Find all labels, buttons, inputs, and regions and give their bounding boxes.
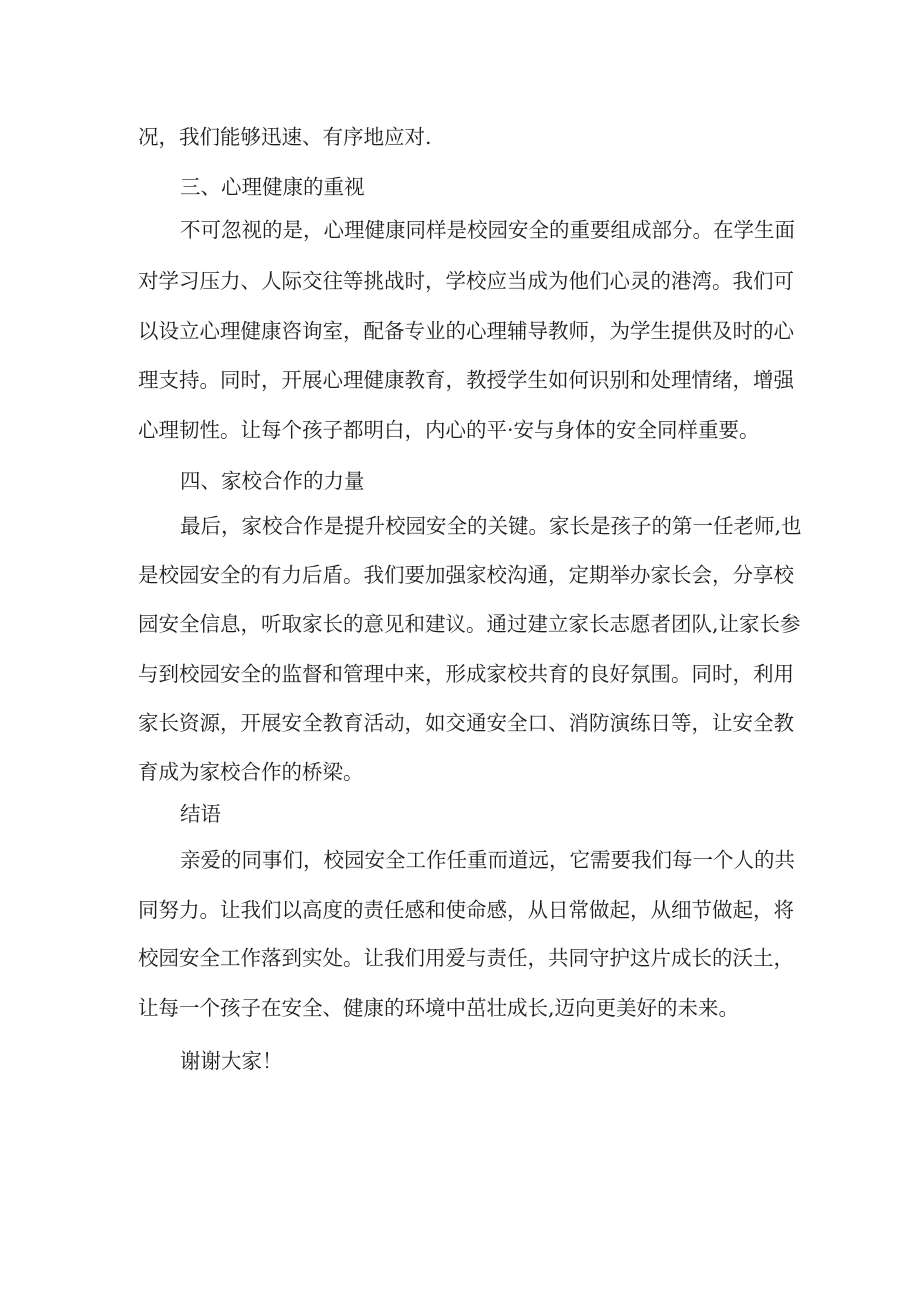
paragraph-line: 是校园安全的有力后盾。我们要加强家校沟通，定期举办家长会，分享校: [138, 563, 794, 587]
section-heading-mental-health: 三、心理健康的重视: [180, 175, 365, 199]
paragraph-line: 不可忽视的是，心理健康同样是校园安全的重要组成部分。在学生面: [180, 218, 795, 242]
paragraph-line: 园安全信息，听取家长的意见和建议。通过建立家长志愿者团队,让家长参: [138, 612, 801, 636]
section-heading-home-school: 四、家校合作的力量: [180, 469, 365, 493]
paragraph-line: 校园安全工作落到实处。让我们用爱与责任，共同守护这片成长的沃土，: [138, 946, 794, 970]
paragraph-line: 家长资源，开展安全教育活动，如交通安全口、消防演练日等，让安全教: [138, 711, 794, 735]
closing-thanks: 谢谢大家！: [180, 1049, 283, 1073]
paragraph-line: 心理韧性。让每个孩子都明白，内心的平·安与身体的安全同样重要。: [138, 418, 760, 442]
paragraph-line: 让每一个孩子在安全、健康的环境中茁壮成长,迈向更美好的未来。: [138, 996, 740, 1020]
paragraph-line: 育成为家校合作的桥梁。: [138, 760, 364, 784]
paragraph-line: 对学习压力、人际交往等挑战时，学校应当成为他们心灵的港湾。我们可: [138, 269, 794, 293]
paragraph-line: 亲爱的同事们，校园安全工作任重而道远，它需要我们每一个人的共: [180, 848, 795, 872]
paragraph-line: 同努力。让我们以高度的责任感和使命感，从日常做起，从细节做起，将: [138, 898, 794, 922]
paragraph-line: 以设立心理健康咨询室，配备专业的心理辅导教师，为学生提供及时的心: [138, 319, 794, 343]
paragraph-line: 与到校园安全的监督和管理中来，形成家校共育的良好氛围。同时，利用: [138, 662, 794, 686]
section-heading-conclusion: 结语: [180, 802, 221, 826]
paragraph-line: 理支持。同时，开展心理健康教育，教授学生如何识别和处理情绪，增强: [138, 368, 794, 392]
paragraph-line: 最后，家校合作是提升校园安全的关键。家长是孩子的第一任老师,也: [180, 514, 802, 538]
paragraph-line: 况，我们能够迅速、有序地应对.: [138, 125, 432, 149]
